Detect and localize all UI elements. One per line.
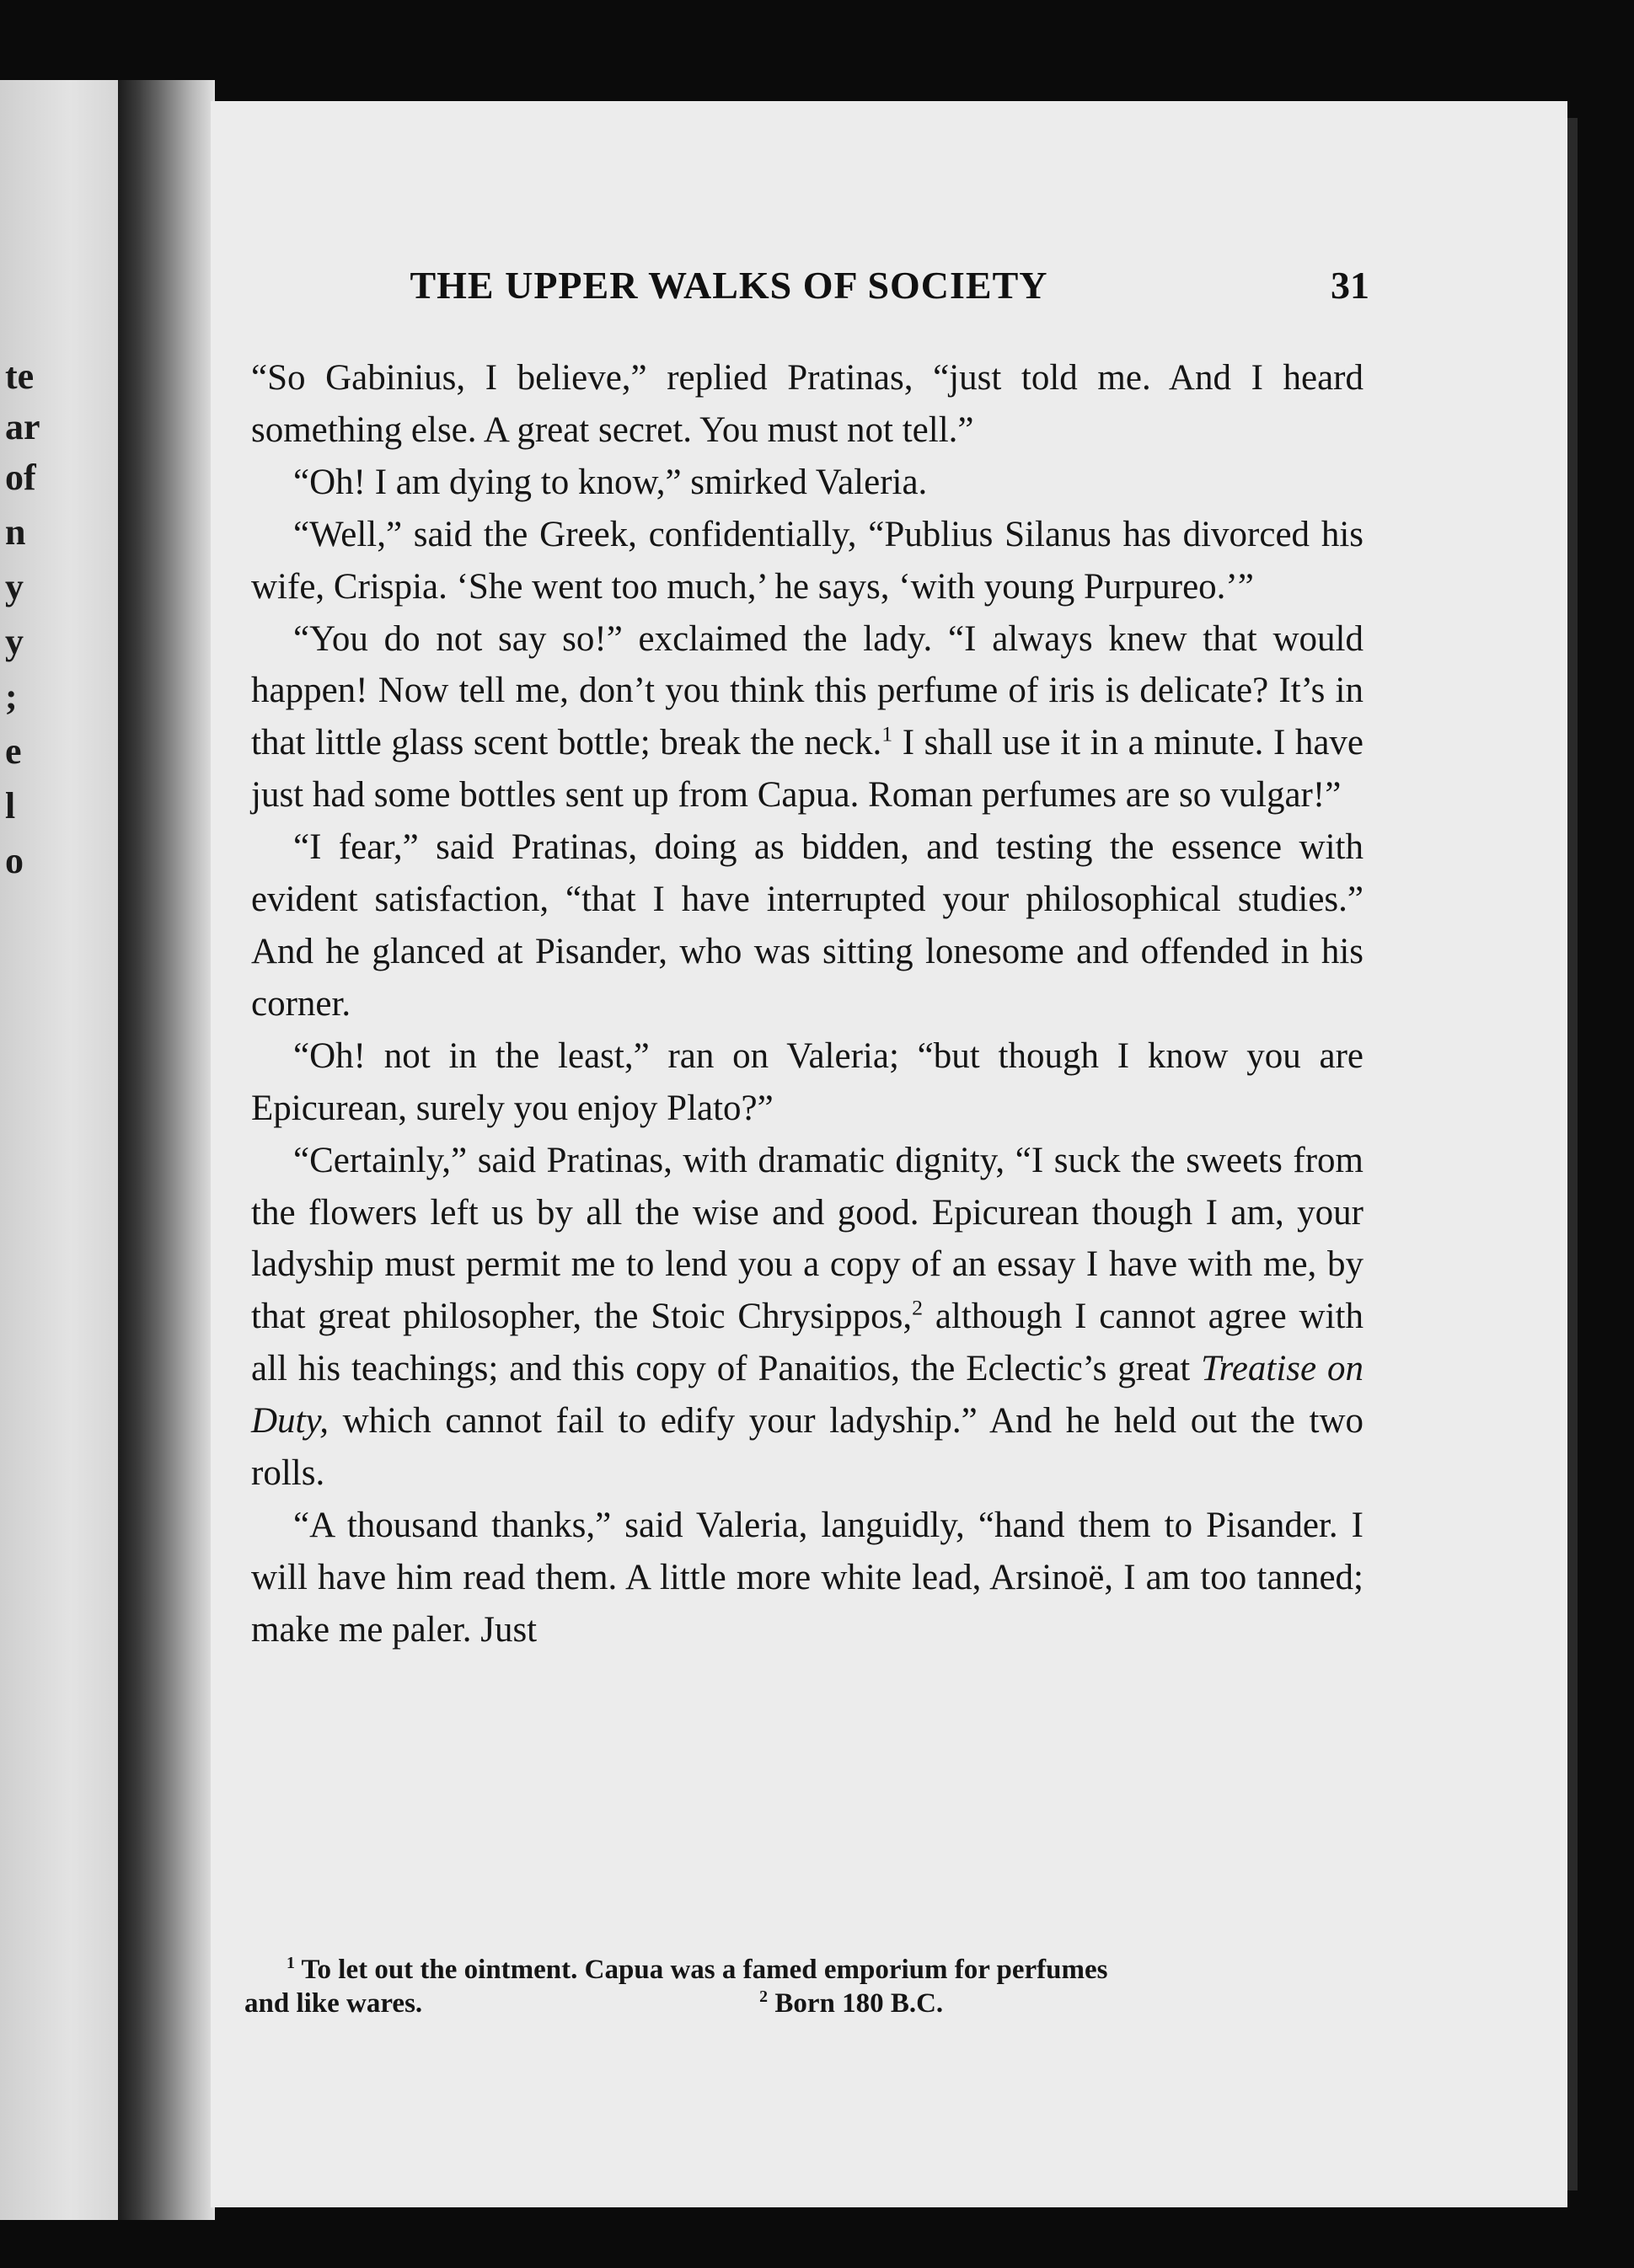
page-edge	[1567, 118, 1578, 2190]
paragraph-text: “You do not say so!” exclaimed the lady. “I always knew that would happen! Now tell me, don’t you think this perfume of iris is delicate? It’s in that little glass scent bottle; break the neck.	[251, 618, 1363, 763]
footnote-text: To let out the ointment. Capua was a famed emporium for perfumes	[301, 1955, 1108, 1985]
footnote-marker: 1	[287, 1954, 295, 1972]
facing-page-fragment: n	[5, 511, 26, 553]
facing-page-fragment: y	[5, 621, 24, 662]
footnote-text: and like wares.	[244, 1988, 423, 2019]
paragraph	[251, 1135, 1363, 1500]
book-gutter-shadow	[118, 80, 215, 2220]
footnotes	[244, 1953, 1357, 2020]
paragraph-text: I shall use it in a minute. I have just had some bottles sent up from Capua. Roman perfumes are so vulgar!”	[251, 723, 1363, 816]
facing-page-fragment: o	[5, 840, 24, 881]
paragraph: “A thousand thanks,” said Valeria, languidly, “hand them to Pisander. I will have him read them. A little more white lead, Arsinoë, I am too tanned; make me paler. Just	[251, 1505, 1363, 1650]
facing-page-edge	[0, 80, 118, 2220]
paragraph	[251, 613, 1363, 822]
running-head: THE UPPER WALKS OF SOCIETY	[410, 264, 1048, 307]
footnote-marker: 2	[759, 1987, 769, 2006]
facing-page-fragment: of	[5, 457, 36, 498]
paragraph: “Oh! I am dying to know,” smirked Valeria.	[293, 462, 928, 502]
body-text	[251, 352, 1363, 1656]
facing-page-fragment: ar	[5, 406, 40, 447]
footnote-marker: 2	[912, 1295, 924, 1320]
paragraph: “Oh! not in the least,” ran on Valeria; “but though I know you are Epicurean, surely you enjoy Plato?”	[251, 1035, 1363, 1128]
book-title: Treatise on Duty,	[251, 1349, 1363, 1442]
facing-page-fragment: te	[5, 356, 35, 397]
facing-page-fragment: ;	[5, 676, 18, 717]
facing-page-fragment: y	[5, 566, 24, 607]
footnote-marker: 1	[881, 722, 893, 747]
paragraph: “Well,” said the Greek, confidentially, “Publius Silanus has divorced his wife, Crispia. ‘She went too much,’ he says, ‘with young Purpureo.’”	[251, 514, 1363, 607]
paragraph: “I fear,” said Pratinas, doing as bidden, and testing the essence with evident satisfaction, “that I have interrupted your philosophical studies.” And he glanced at Pisander, who was sitting lonesome and offended in his corner.	[251, 827, 1363, 1024]
facing-page-fragment: l	[5, 785, 16, 826]
facing-page-fragment: e	[5, 730, 22, 772]
footnote-1	[244, 1953, 1357, 1987]
page-header	[232, 263, 1378, 313]
paragraph-text: “Certainly,” said Pratinas, with dramatic dignity, “I suck the sweets from the flowers left us by all the wise and good. Epicurean though I am, your ladyship must permit me to lend you a copy of an essay I have with me, by that great philosopher, the Stoic Chrysippos,	[251, 1140, 1363, 1337]
paragraph-text: which cannot fail to edify your ladyship.” And he held out the two rolls.	[251, 1401, 1363, 1494]
page-number: 31	[1331, 264, 1369, 307]
paragraph-text: although I cannot agree with all his teachings; and this copy of Panaitios, the Eclectic’s great	[251, 1297, 1363, 1389]
footnote-1-continued	[244, 1987, 1357, 2020]
paragraph: “So Gabinius, I believe,” replied Pratinas, “just told me. And I heard something else. A great secret. You must not tell.”	[251, 358, 1363, 450]
footnote-2: Born 180 B.C.	[774, 1988, 944, 2019]
